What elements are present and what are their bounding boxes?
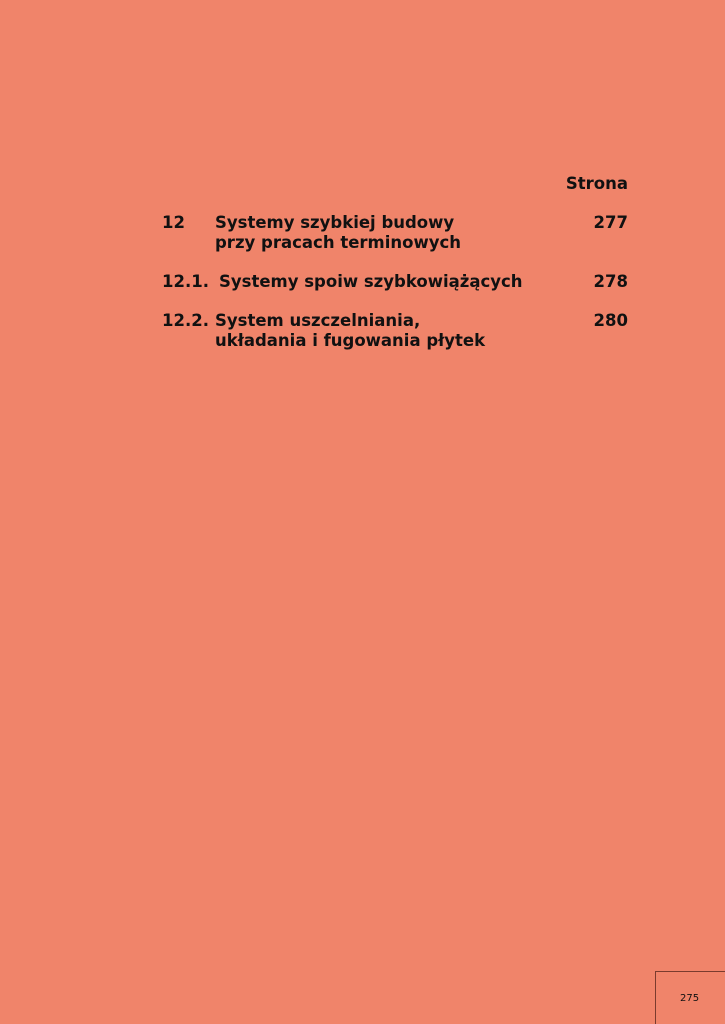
toc-entry-page: 278 [593,272,628,291]
toc-entry[interactable] [162,272,628,292]
toc-entry-number: 12.1. [162,272,209,291]
page-number: 275 [680,993,700,1004]
toc-entry-number: 12.2. [162,311,209,330]
toc-entry-title: System uszczelniania, układania i fugowania płytek [215,311,486,350]
toc-entry-page: 280 [593,311,628,330]
table-of-contents [162,174,628,351]
toc-entry-title: Systemy spoiw szybkowiążących [219,272,523,291]
toc-entry[interactable] [162,213,628,253]
toc-entry-number: 12 [162,213,185,232]
toc-entry-title: Systemy szybkiej budowy przy pracach terminowych [215,213,461,252]
page-column-header: Strona [565,174,628,193]
page-number-box [655,971,725,1024]
toc-entry[interactable] [162,311,628,351]
toc-entry-page: 277 [593,213,628,232]
